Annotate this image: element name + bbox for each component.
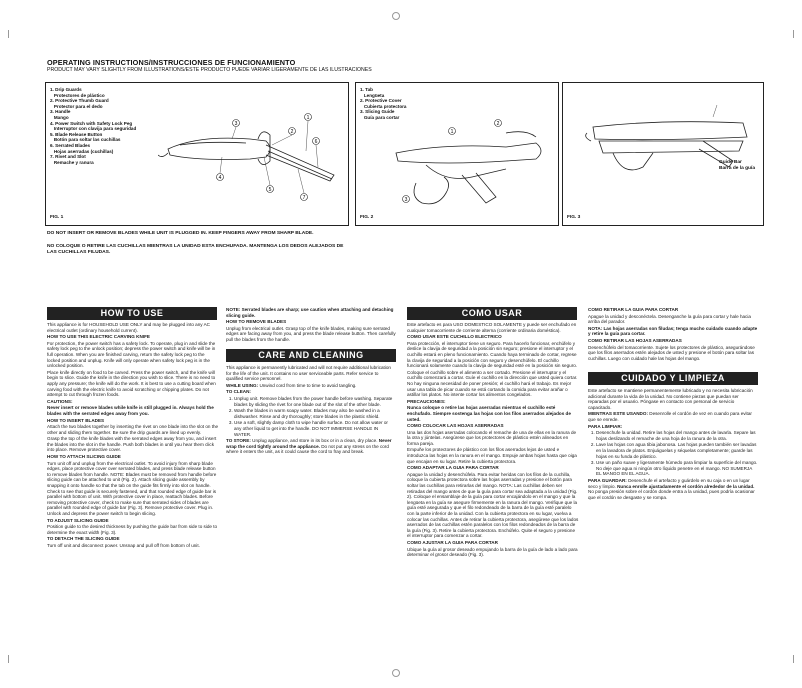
- cuidado-y-limpieza-section: [588, 388, 758, 501]
- figure-2: [355, 82, 559, 226]
- paragraph: MIENTRAS ESTE USANDO: Desenrolle el cordón de vez en cuando para evitar que se enrede.: [588, 411, 752, 422]
- paragraph: Place knife directly on food to be carved. Press the power switch, and the knife will begin to slice. Guide the knife in the direction you wish to slice. There is no need to apply any pressure; the knife will do the work. It is best to use a cutting board when carving food with the electric knife to avoid scratching or chipping plates. Do not attempt to cut through frozen foods.: [47, 369, 216, 398]
- care-and-cleaning-section: [226, 365, 396, 456]
- list-item: 1. Unplug unit. Remove blades from the power handle before washing. Separate blades by sliding the rivet for one blade out of the slot of the other blade.: [234, 396, 396, 407]
- subheading: HOW TO REMOVE BLADES: [226, 319, 287, 325]
- fig1-part: 5. Blade Release Button Botón para soltar las cuchillas: [50, 131, 121, 143]
- paragraph: Apague la unidad y desconéctela. Desenganche la guía para cortar y hale hacia arriba del parador.: [588, 313, 751, 325]
- list-item: 3. Use a soft, slightly damp cloth to wipe handle surface. Do not allow water or any other liquid to get into the handle. DO NOT IMMERSE HANDLE IN WATER.: [234, 420, 396, 437]
- note: NOTA: Las hojas aserradas son filudas; tenga mucho cuidado cuando adapte y retire la guía para cortar.: [588, 325, 758, 337]
- subheading: COMO RETIRAR LA GUIA PARA CORTAR: [588, 307, 679, 312]
- crop-mark: [8, 655, 9, 663]
- subheading: TO DETACH THE SLICING GUIDE: [47, 536, 120, 542]
- list-item: 2. Lave las hojas con agua tibia jabonosa. Las hojas pueden también ser lavadas en la lavadora de platos. Enjuáguelas y séquelas completamente; guarde las hojas en su funda de plástico.: [596, 442, 758, 459]
- paragraph: Unplug from electrical outlet. Grasp top of the knife blades, making sure serrated edges are facing away from you, and press the blade release button. Then carefully pull the blades from the handle.: [226, 325, 396, 342]
- paragraph: Attach the two blades together by inserting the rivet on one blade into the slot on the other and sliding them together. Be sure the drip guards are lined up evenly.: [47, 424, 219, 435]
- note: NOTE: Serrated blades are sharp; use caution when attaching and detaching slicing guide.: [226, 307, 394, 318]
- como-usar-banner: COMO USAR: [407, 307, 577, 320]
- paragraph: This appliance is for HOUSEHOLD USE ONLY and may be plugged into any AC electrical outlet (ordinary household current).: [47, 322, 210, 333]
- fig2-part: 2. Protective Cover Cubierta protectora: [360, 98, 407, 109]
- subheading: PARA LIMPIAR:: [588, 423, 623, 429]
- subheading: HOW TO INSERT BLADES: [47, 417, 105, 423]
- cuidado-y-limpieza-banner: CUIDADO Y LIMPIEZA: [588, 372, 758, 385]
- retirar-guia-section: [588, 307, 758, 362]
- paragraph: Una las dos hojas aserradas colocando el remache de una de ellas en la ranura de la otra y júntelas. Asegúrese que los protectores de plástico estén alineados en forma pareja.: [407, 429, 577, 446]
- callout-1: 1: [306, 115, 310, 121]
- subheading: CAUTIONS:: [47, 398, 73, 404]
- paragraph: Turn off unit and disconnect power. Unsnap and pull off from bottom of unit.: [47, 542, 200, 548]
- paragraph: Ubique la guía al grosor deseado empujando la barra de la guía de lado a lado para determinar el grosor deseado (Fig. 3).: [407, 546, 578, 558]
- fig1-part: 6. Serrated Blades Hojas aserradas (cuchillas): [50, 142, 114, 154]
- crop-mark: [8, 30, 9, 38]
- callout-7: 7: [302, 195, 306, 201]
- subheading: HOW TO ATTACH SLICING GUIDE: [47, 454, 121, 460]
- fig1-part: 4. Power Switch with Safety Lock Peg Interruptor con clavija para seguridad: [50, 120, 137, 132]
- paragraph: PARA GUARDAR: Desenchufe el artefacto y guárdelo en su caja o en un lugar seco y limpio. Nunca enrolle ajustadamente el cordón alrededor de la unidad. No ponga presión sobre el cordón donde entra a la unidad, pues podría ocasionar que el cordón se desgaste y se rompa.: [588, 477, 755, 500]
- fig1-callouts: [217, 114, 320, 202]
- fig1-label: FIG. 1: [50, 215, 64, 220]
- paragraph: Turn unit off and unplug from the electrical outlet. To avoid injury from sharp blade edges, place protective cover over serrated blades, and press blade release button to remove blades from handle. NOTE: Blades must be removed from handle before slicing guide can be attached to unit (Fig. 2). Attach slicing guide assembly by snapping it onto handle so that the tab on the guide fits firmly into slot on handle. Check to see that guide is securely fastened, and that rounded edge of guide bar is parallel with bottom of unit. With protective cover in place, reattach blades. Before removing protective cover, check to make sure that serrated sides of blades are parallel with rounded edge of guide bar (Fig. 3). Remove protective cover. Plug in. Unlock and depress the power switch to begin slicing.: [47, 460, 217, 516]
- callout-5: 5: [268, 187, 272, 193]
- figure-3: [562, 82, 764, 226]
- subheading: COMO USAR ESTE CUCHILLO ELECTRICO: [407, 334, 502, 340]
- crop-mark: [793, 655, 794, 663]
- subheading: COMO AJUSTAR LA GUIA PARA CORTAR: [407, 539, 498, 545]
- subheading: TO CLEAN:: [226, 389, 251, 395]
- fig1-part: 1. Drip Guards Protectores de plástico: [50, 87, 105, 98]
- fig1-parts-list: [50, 87, 160, 165]
- limpieza-steps: [588, 430, 758, 477]
- page-title: OPERATING INSTRUCTIONS/INSTRUCCIONES DE FUNCIONAMIENTO: [47, 58, 296, 67]
- page-subtitle: PRODUCT MAY VARY SLIGHTLY FROM ILLUSTRATIONS/ESTE PRODUCTO PUEDE VARIAR LIGERAMENTE DE LAS ILUSTRACIONES: [47, 67, 372, 73]
- fig2-callout-3: 3: [404, 197, 408, 203]
- fig1-part: 2. Protective Thumb Guard Protector para el dedo: [50, 98, 109, 109]
- callout-6: 6: [314, 139, 318, 145]
- fig2-callout-1: 1: [450, 129, 454, 135]
- paragraph: Este artefacto es para USO DOMESTICO SOLAMENTE y puede ser enchufado en cualquier tomacorriente de corriente alterna (corriente ordinaria doméstica).: [407, 322, 577, 333]
- cleaning-steps: [226, 396, 396, 437]
- guide-bar-illustration: [583, 97, 759, 207]
- fig1-part: 3. Handle Mango: [50, 109, 71, 120]
- paragraph: For protection, the power switch has a safety lock. To operate, plug in and slide the safety lock peg to the unlock position; depress the power switch and knife will be in full operation. When you are finished carving, return the safety lock peg to the locked position and unplug. Knife will only operate when safety lock peg is in the unlocked position.: [47, 340, 216, 369]
- warning-spanish: NO COLOQUE O RETIRE LAS CUCHILLAS MIENTRAS LA UNIDAD ESTA ENCHUFADA. MANTENGA LOS DEDOS ALEJADOS DE LAS CUCHILLAS FILUDAS.: [47, 244, 344, 255]
- subheading: COMO COLOCAR LAS HOJAS ASERRADAS: [407, 423, 504, 429]
- paragraph: Desenchúfelo del tomacorriente. Sujete los protectores de plástico, asegurándose que los filos aserrados estén alejados de usted y presione el botón para soltar las cuchillas. Luego con cuidado hale las hojas del mango.: [588, 344, 755, 361]
- how-to-use-banner: HOW TO USE: [47, 307, 217, 320]
- guide-bar-label: Guide Bar Barra de la guía: [719, 160, 755, 171]
- fig2-callout-2: 2: [496, 121, 500, 127]
- slicing-guide-illustration: [386, 113, 554, 215]
- paragraph: Position guide to the desired thickness by pushing the guide bar from side to side to determine the exact width (Fig. 3).: [47, 524, 218, 535]
- paragraph: Este artefacto se mantiene permanentemente lubricado y no necesita lubricación adicional durante la vida de la unidad. No contiene piezas que puedan ser reparadas por el usuario. Póngase en contacto con personal de servicio capacitado.: [588, 388, 753, 410]
- callout-3: 3: [234, 121, 238, 127]
- crop-mark: [793, 30, 794, 38]
- paragraph: Apague la unidad y desenchúfela. Para evitar heridas con los filos de la cuchilla, coloque la cubierta protectora sobre las hojas aserradas y presione el botón para soltar las cuchillas para retirarlas del mango. NOTA: Las cuchillas deben ser retiradas del mango antes de que la guía para cortar sea adaptada a la unidad (Fig. 2). Coloque el ensamblaje de la guía para cortar encajándolo en el mango y que la lengüeta en la guía se asegure firmemente en la ranura del mango. Verifique que la guía esté asegurada y que el filo redondeado de la barra de la guía esté paralelo con la parte inferior de la unidad. Con la cubierta protectora en su lugar, vuelva a colocar las cuchillas. Antes de retirar la cubierta protectora, asegúrese que los lados aserrados de las cuchillas estén paralelos con los filos redondeados de la barra de la guía (Fig. 3). Retire la cubierta protectora. Enchúfelo. Quite el seguro y presione el interruptor para comenzar a cortar.: [407, 471, 579, 539]
- como-usar-section: [407, 322, 579, 559]
- figure-1: [45, 82, 349, 226]
- paragraph: WHILE USING: Unwind cord from time to time to avoid tangling.: [226, 382, 357, 388]
- subheading: PRECAUCIONES:: [407, 398, 446, 404]
- paragraph: This appliance is permanently lubricated and will not require additional lubrication for the life of the unit. It contains no user serviceable parts. Refer service to qualified service personnel.: [226, 365, 391, 382]
- fig2-label: FIG. 2: [360, 215, 374, 220]
- paragraph: Coloque el cuchillo sobre el alimento a ser cortado. Presione el interruptor y el cuchillo comenzará a cortar. Guíe el cuchillo en la dirección que usted quiera cortar. No hay ninguna necesidad de poner presión; el cuchillo hará el trabajo. Es mejor usar una tabla de picar cuando se está cortando la comida para evitar arañar o astillar los platos. No intente cortar los alimentos congelados.: [407, 369, 578, 398]
- care-and-cleaning-banner: CARE AND CLEANING: [226, 349, 396, 362]
- how-to-use-section: [47, 322, 219, 550]
- subheading: COMO RETIRAR LAS HOJAS ASERRADAS: [588, 337, 682, 343]
- fig2-part: 3. Slicing Guide Guía para cortar: [360, 109, 400, 120]
- fig3-label: FIG. 3: [567, 215, 581, 220]
- list-item: 1. Desenchufe la unidad. Retire las hojas del mango antes de lavarla. Separe las hojas deslizando el remache de una hoja de la ranura de la otra.: [596, 430, 758, 441]
- fig2-part: 1. Tab Lengüeta: [360, 87, 385, 98]
- subheading: TO ADJUST SLICING GUIDE: [47, 517, 109, 523]
- warning-english: DO NOT INSERT OR REMOVE BLADES WHILE UNIT IS PLUGGED IN. KEEP FINGERS AWAY FROM SHARP BLADE.: [47, 231, 314, 236]
- callout-4: 4: [218, 175, 222, 181]
- callout-2: 2: [290, 129, 294, 135]
- list-item: 3. Use un paño suave y ligeramente húmedo para limpiar la superficie del mango. No deje que agua ni ningún otro líquido penetre en el mango. NO SUMERJA EL MANGO EN EL AGUA.: [596, 460, 758, 477]
- registration-mark: [392, 669, 400, 677]
- registration-mark: [392, 12, 400, 20]
- fig1-part: 7. Rivet and Slot Remache y ranura: [50, 154, 94, 165]
- remove-blades-section: [226, 307, 396, 344]
- subheading: HOW TO USE THIS ELECTRIC CARVING KNIFE: [47, 334, 150, 340]
- subheading: COMO ADAPTAR LA GUIA PARA CORTAR: [407, 465, 499, 471]
- paragraph: Para protección, el interruptor tiene un seguro. Para hacerlo funcionar, enchúfelo y deslice la clavija de seguridad a la posición sin seguro; presione el interruptor y el cuchillo estará en pleno funcionamiento. Cuando haya terminado de cortar, regrese la clavija de seguridad a la posición con seguro y desenchúfelo. El cuchillo funcionará solamente cuando la clavija de seguridad esté en la posición sin seguro.: [407, 340, 578, 369]
- paragraph: TO STORE: Unplug appliance, and store in its box or in a clean, dry place. Never wrap the cord tightly around the appliance. Do not put any stress on the cord where it enters the unit, as it could cause the cord to fray and break.: [226, 438, 392, 455]
- paragraph: Empuñe los protectores de plástico con los filos aserrados lejos de usted e introduzca las hojas en la ranura en el mango. Empuje ambas hojas hasta que oiga que encajan en su lugar. Retire la cubierta protectora.: [407, 447, 577, 464]
- list-item: 2. Wash the blades in warm soapy water. Blades may also be washed in a dishwasher. Rinse and dry thoroughly; store blades in the plastic shield.: [234, 408, 396, 419]
- paragraph: Never insert or remove blades while knife is still plugged in. Always hold the blades with the serrated edges away from you.: [47, 405, 214, 416]
- paragraph: Grasp the top of the knife blades with the serrated edges away from you, and insert the blades into the slot in the handle. Push both blades in until you hear them click into place. Remove protective cover.: [47, 436, 217, 453]
- carving-knife-illustration: [158, 97, 344, 207]
- paragraph: Nunca coloque o retire las hojas aserradas mientras el cuchillo esté enchufado. Siempre sostenga las hojas con los filos aserrados alejados de usted.: [407, 405, 571, 422]
